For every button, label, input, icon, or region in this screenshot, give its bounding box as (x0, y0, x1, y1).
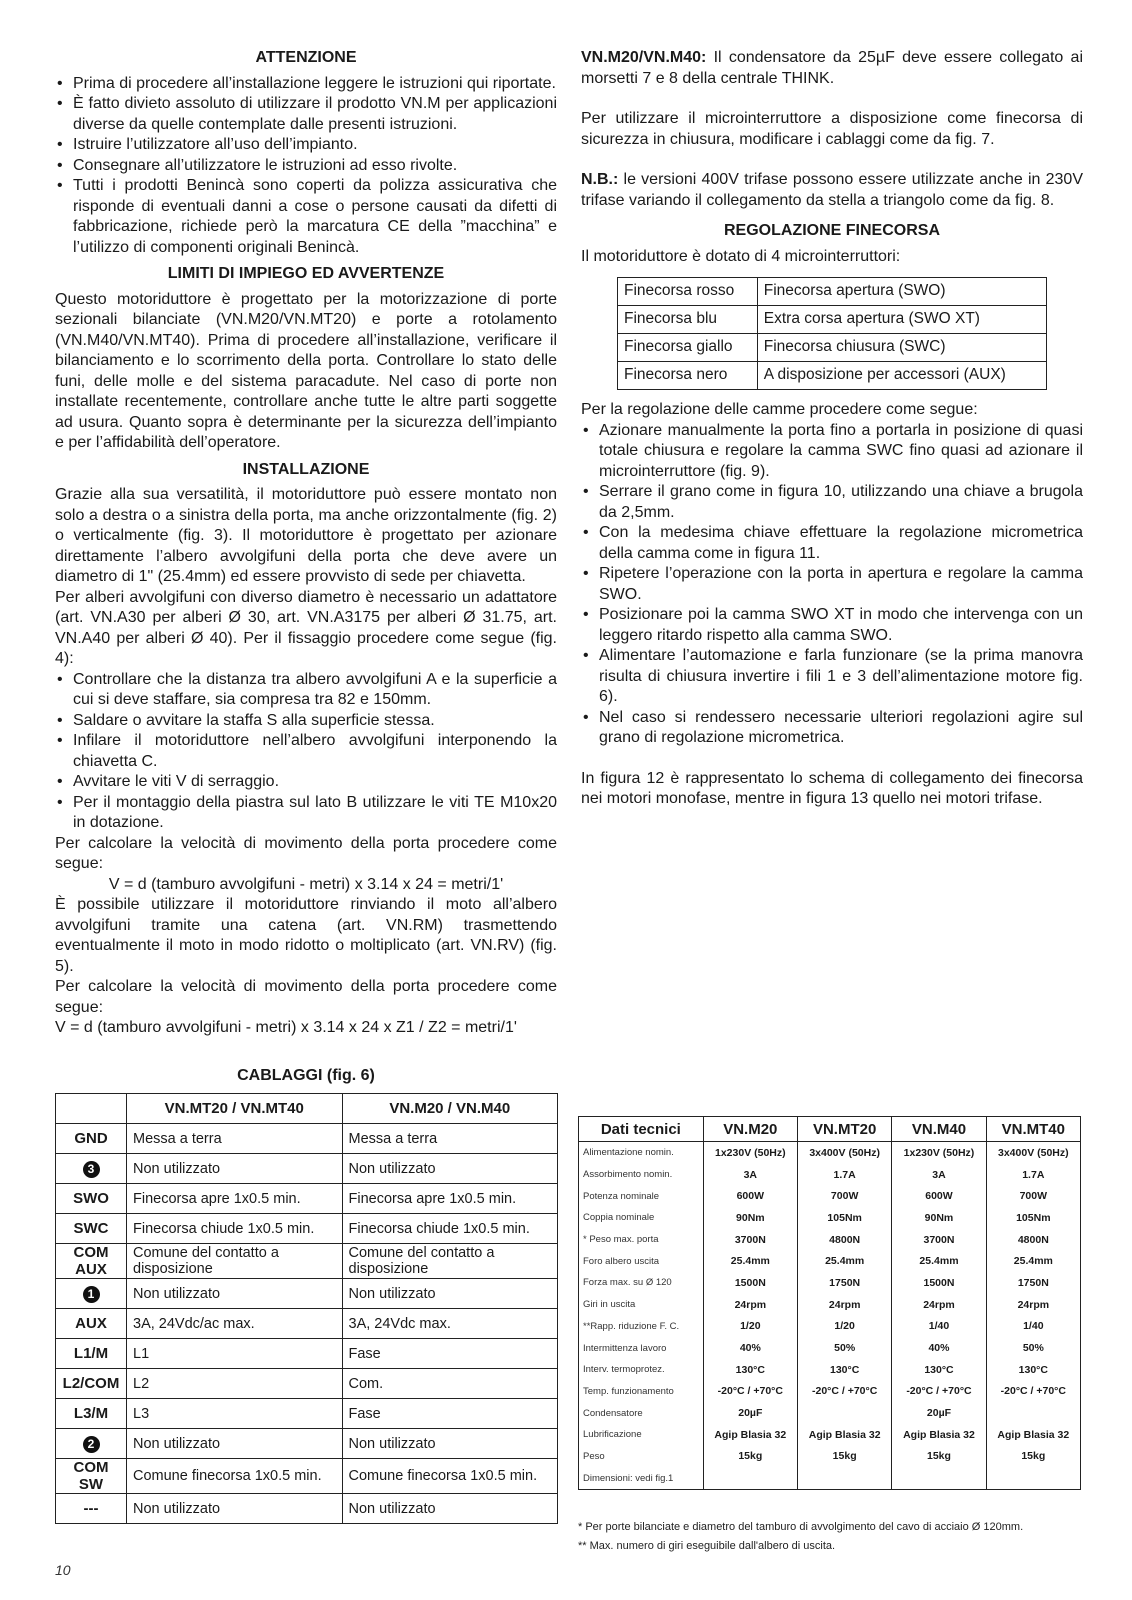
cablaggi-row (56, 1184, 558, 1214)
terminal-label: --- (56, 1494, 127, 1524)
tech-value: 24rpm (986, 1294, 1080, 1316)
tech-value (797, 1402, 891, 1424)
cablaggi-cell: Messa a terra (127, 1124, 343, 1154)
cablaggi-row (56, 1429, 558, 1459)
attenzione-item: • Consegnare all’utilizzatore le istruzioni ad esso rivolte. (55, 156, 557, 177)
tech-value: 24rpm (703, 1294, 797, 1316)
regolazione-item: • Posizionare poi la camma SWO XT in modo che intervenga con un leggero ritardo rispetto alla camma SWO. (581, 605, 1083, 646)
tech-value: 20µF (703, 1402, 797, 1424)
tech-label: **Rapp. riduzione F. C. (579, 1316, 704, 1338)
tech-value: 3x400V (50Hz) (797, 1142, 891, 1164)
tech-value: 24rpm (797, 1294, 891, 1316)
tech-row (579, 1164, 1081, 1186)
terminal-label (56, 1154, 127, 1184)
finecorsa-row (618, 334, 1047, 362)
tech-value (986, 1467, 1080, 1489)
installazione-item: • Saldare o avvitare la staffa S alla superficie stessa. (55, 711, 557, 732)
terminal-label (56, 1429, 127, 1459)
finecorsa-function: A disposizione per accessori (AUX) (757, 362, 1046, 390)
attenzione-title: ATTENZIONE (255, 49, 357, 66)
cablaggi-row (56, 1339, 558, 1369)
tech-value: 90Nm (892, 1207, 986, 1229)
tech-value: 600W (892, 1185, 986, 1207)
tech-value: -20°C / +70°C (797, 1381, 891, 1403)
cablaggi-cell: Com. (342, 1369, 558, 1399)
tech-value: 4800N (797, 1229, 891, 1251)
cablaggi-header: VN.M20 / VN.M40 (342, 1094, 558, 1124)
finecorsa-row (618, 362, 1047, 390)
tech-value: 1x230V (50Hz) (703, 1142, 797, 1164)
attenzione-list (55, 74, 557, 259)
tech-header: VN.M20 (703, 1117, 797, 1142)
terminal-label: GND (56, 1124, 127, 1154)
cablaggi-cell: Finecorsa chiude 1x0.5 min. (127, 1214, 343, 1244)
tech-value: 1x230V (50Hz) (892, 1142, 986, 1164)
nb-note (581, 170, 1083, 211)
page-number: 10 (55, 1562, 71, 1578)
cablaggi-cell: Non utilizzato (127, 1494, 343, 1524)
finecorsa-name: Finecorsa rosso (618, 278, 758, 306)
cablaggi-row (56, 1214, 558, 1244)
finecorsa-row (618, 306, 1047, 334)
installazione-para: Per calcolare la velocità di movimento della porta procedere come segue: (55, 834, 557, 872)
attenzione-item: • Istruire l’utilizzatore all’uso dell’impianto. (55, 135, 557, 156)
tech-value: 15kg (892, 1446, 986, 1468)
cablaggi-cell: L2 (127, 1369, 343, 1399)
cablaggi-cell: Messa a terra (342, 1124, 558, 1154)
nb-text: le versioni 400V trifase possono essere utilizzate anche in 230V trifase variando il collegamento da stella a triangolo come da fig. 8. (581, 171, 1083, 209)
tech-value: -20°C / +70°C (986, 1381, 1080, 1403)
tech-header: VN.MT20 (797, 1117, 891, 1142)
tech-label: * Peso max. porta (579, 1229, 704, 1251)
installazione-para: Per calcolare la velocità di movimento della porta procedere come segue: (55, 978, 557, 1016)
tech-value: 700W (986, 1185, 1080, 1207)
tech-value: 20µF (892, 1402, 986, 1424)
finecorsa-name: Finecorsa giallo (618, 334, 758, 362)
tech-label: Dimensioni: vedi fig.1 (579, 1467, 704, 1489)
tech-row (579, 1381, 1081, 1403)
microinterruttore-note: Per utilizzare il microinterruttore a disposizione come finecorsa di sicurezza in chiusura, modificare i cablaggi come da fig. 7. (581, 110, 1083, 148)
tech-value: 105Nm (797, 1207, 891, 1229)
tech-value: 1/40 (986, 1316, 1080, 1338)
installazione-list (55, 670, 557, 834)
finecorsa-function: Finecorsa chiusura (SWC) (757, 334, 1046, 362)
cablaggi-cell: Non utilizzato (127, 1279, 343, 1309)
finecorsa-name: Finecorsa blu (618, 306, 758, 334)
regolazione-item: • Azionare manualmente la porta fino a portarla in posizione di quasi totale chiusura e regolare la camma SWC fino quasi ad azionare il microinterruttore (fig. 9). (581, 421, 1083, 483)
tech-value: 90Nm (703, 1207, 797, 1229)
tech-value: 1.7A (797, 1164, 891, 1186)
tech-value: 1/20 (703, 1316, 797, 1338)
cablaggi-cell: L1 (127, 1339, 343, 1369)
tech-value: 25.4mm (797, 1250, 891, 1272)
tech-row (579, 1316, 1081, 1338)
tech-value: 40% (703, 1337, 797, 1359)
tech-label: Potenza nominale (579, 1185, 704, 1207)
terminal-label: AUX (56, 1309, 127, 1339)
terminal-label: L3/M (56, 1399, 127, 1429)
figura12-text: In figura 12 è rappresentato lo schema di collegamento dei finecorsa nei motori monofase, mentre in figura 13 quello nei motori trifase. (581, 769, 1083, 807)
tech-row (579, 1359, 1081, 1381)
limiti-text: Questo motoriduttore è progettato per la motorizzazione di porte sezionali bilanciate (VN.M20/VN.MT20) e porte a rotolamento (VN.M40/VN.MT40). Prima di procedere all’installazione, verificare il bilanciamento e lo scorrimento della porta. Controllare lo stato delle funi, delle molle e del sistema paracadute. Nel caso di porte non installate recentemente, controllare anche tutte le altre parti soggette ad usura. Quanto sopra è determinante per la sicurezza dell’impianto e per l’affidabilità dell’operatore. (55, 290, 557, 451)
tech-value: 1/20 (797, 1316, 891, 1338)
footnotes (578, 1518, 1098, 1556)
cablaggi-cell: 3A, 24Vdc/ac max. (127, 1309, 343, 1339)
tech-value: 1500N (703, 1272, 797, 1294)
tech-value: 1/40 (892, 1316, 986, 1338)
tech-value: 24rpm (892, 1294, 986, 1316)
cablaggi-table (55, 1093, 558, 1524)
nb-label: N.B.: (581, 171, 619, 188)
installazione-para: È possibile utilizzare il motoriduttore rinviando il moto all’albero avvolgifuni tramite una catena (art. VN.RM) trasmettendo eventualmente il moto in modo ridotto o moltiplicato (art. VN.RV) (fig. 5). (55, 896, 557, 975)
tech-value: 130°C (703, 1359, 797, 1381)
tech-header: Dati tecnici (579, 1117, 704, 1142)
tech-row (579, 1272, 1081, 1294)
tech-value: Agip Blasia 32 (892, 1424, 986, 1446)
installazione-para: Grazie alla sua versatilità, il motoriduttore può essere montato non solo a destra o a sinistra della porta, ma anche orizzontalmente (fig. 2) o verticalmente (fig. 3). Il motoriduttore è progettato per azionare direttamente l’albero avvolgifuni della porta che deve avere un diametro di 1" (25.4mm) ed essere provvisto di sede per chiavetta. (55, 486, 557, 585)
tech-label: Forza max. su Ø 120 (579, 1272, 704, 1294)
regolazione-item: • Nel caso si rendessero necessarie ulteriori regolazioni agire sul grano di regolazione micrometrica. (581, 708, 1083, 749)
regolazione-item: • Ripetere l’operazione con la porta in apertura e regolare la camma SWO. (581, 564, 1083, 605)
camme-intro: Per la regolazione delle camme procedere come segue: (581, 401, 978, 418)
cablaggi-row (56, 1459, 558, 1494)
tech-value: 15kg (986, 1446, 1080, 1468)
tech-value: 1500N (892, 1272, 986, 1294)
finecorsa-table (617, 277, 1047, 390)
cablaggi-cell: Comune finecorsa 1x0.5 min. (127, 1459, 343, 1494)
tech-value: 1.7A (986, 1164, 1080, 1186)
tech-value: 130°C (892, 1359, 986, 1381)
tech-value: 700W (797, 1185, 891, 1207)
cablaggi-row (56, 1154, 558, 1184)
finecorsa-function: Extra corsa apertura (SWO XT) (757, 306, 1046, 334)
cablaggi-row (56, 1279, 558, 1309)
cablaggi-row (56, 1399, 558, 1429)
finecorsa-function: Finecorsa apertura (SWO) (757, 278, 1046, 306)
tech-value: 50% (797, 1337, 891, 1359)
tech-value: Agip Blasia 32 (797, 1424, 891, 1446)
tech-row (579, 1294, 1081, 1316)
tech-row (579, 1402, 1081, 1424)
left-column (55, 48, 557, 1039)
attenzione-item: • Tutti i prodotti Benincà sono coperti da polizza assicurativa che risponde di eventuali danni a cose o persone causati da difetti di fabbricazione, richiede però la marcatura CE della ”macchina” e l’utilizzo di componenti originali Benincà. (55, 176, 557, 258)
formula: V = d (tamburo avvolgifuni - metri) x 3.14 x 24 = metri/1' (108, 875, 504, 893)
tech-value: 25.4mm (703, 1250, 797, 1272)
cablaggi-header: VN.MT20 / VN.MT40 (127, 1094, 343, 1124)
condensatore-note (581, 48, 1083, 89)
regolazione-list (581, 421, 1083, 749)
regolazione-intro: Il motoriduttore è dotato di 4 microinterruttori: (581, 247, 901, 265)
condensatore-text: Il condensatore da 25µF deve essere collegato ai morsetti 7 e 8 della centrale THINK. (581, 49, 1083, 87)
cablaggi-cell: Fase (342, 1339, 558, 1369)
installazione-item: • Infilare il motoriduttore nell’albero avvolgifuni interponendo la chiavetta C. (55, 731, 557, 772)
tech-value: 3A (892, 1164, 986, 1186)
tech-row (579, 1229, 1081, 1251)
terminal-number-badge: 1 (83, 1286, 100, 1303)
tech-row (579, 1185, 1081, 1207)
terminal-label (56, 1279, 127, 1309)
cablaggi-cell: Comune finecorsa 1x0.5 min. (342, 1459, 558, 1494)
terminal-label: COM AUX (56, 1244, 127, 1279)
tech-label: Assorbimento nomin. (579, 1164, 704, 1186)
terminal-label: L1/M (56, 1339, 127, 1369)
tech-value: 1750N (797, 1272, 891, 1294)
cablaggi-row (56, 1309, 558, 1339)
dati-tecnici-table (578, 1116, 1081, 1490)
cablaggi-cell: Non utilizzato (342, 1154, 558, 1184)
tech-value: 130°C (986, 1359, 1080, 1381)
tech-value: 15kg (703, 1446, 797, 1468)
footnote: * Per porte bilanciate e diametro del tamburo di avvolgimento del cavo di acciaio Ø 120mm. (578, 1521, 1024, 1533)
cablaggi-cell: Non utilizzato (342, 1429, 558, 1459)
tech-label: Lubrificazione (579, 1424, 704, 1446)
installazione-title: INSTALLAZIONE (242, 460, 370, 478)
installazione-item: • Controllare che la distanza tra albero avvolgifuni A e la superficie a cui si deve staffare, sia compresa tra 82 e 150mm. (55, 670, 557, 711)
tech-header: VN.MT40 (986, 1117, 1080, 1142)
tech-value: Agip Blasia 32 (986, 1424, 1080, 1446)
tech-row (579, 1424, 1081, 1446)
tech-value: 25.4mm (892, 1250, 986, 1272)
tech-value: 15kg (797, 1446, 891, 1468)
tech-label: Interv. termoprotez. (579, 1359, 704, 1381)
tech-row (579, 1207, 1081, 1229)
tech-value: 50% (986, 1337, 1080, 1359)
tech-value (797, 1467, 891, 1489)
installazione-item: • Avvitare le viti V di serraggio. (55, 772, 557, 793)
cablaggi-row (56, 1369, 558, 1399)
terminal-label: COM SW (56, 1459, 127, 1494)
cablaggi-cell: Comune del contatto a disposizione (342, 1244, 558, 1279)
terminal-label: L2/COM (56, 1369, 127, 1399)
tech-row (579, 1250, 1081, 1272)
tech-label: Foro albero uscita (579, 1250, 704, 1272)
tech-row (579, 1337, 1081, 1359)
tech-label: Giri in uscita (579, 1294, 704, 1316)
installazione-item: • Per il montaggio della piastra sul lato B utilizzare le viti TE M10x20 in dotazione. (55, 793, 557, 834)
cablaggi-cell: Finecorsa chiude 1x0.5 min. (342, 1214, 558, 1244)
tech-label: Condensatore (579, 1402, 704, 1424)
regolazione-item: • Alimentare l’automazione e farla funzionare (se la prima manovra risulta di chiusura invertire i fili 1 e 3 dell’alimentazione motore fig. 6). (581, 646, 1083, 708)
regolazione-item: • Serrare il grano come in figura 10, utilizzando una chiave a brugola da 2,5mm. (581, 482, 1083, 523)
cablaggi-cell: Finecorsa apre 1x0.5 min. (127, 1184, 343, 1214)
tech-value: Agip Blasia 32 (703, 1424, 797, 1446)
finecorsa-name: Finecorsa nero (618, 362, 758, 390)
tech-label: Peso (579, 1446, 704, 1468)
tech-value: -20°C / +70°C (703, 1381, 797, 1403)
attenzione-item: • Prima di procedere all’installazione leggere le istruzioni qui riportate. (55, 74, 557, 95)
cablaggi-cell: Non utilizzato (127, 1154, 343, 1184)
cablaggi-cell: Fase (342, 1399, 558, 1429)
right-column (581, 48, 1083, 810)
limiti-title: LIMITI DI IMPIEGO ED AVVERTENZE (167, 265, 445, 282)
tech-value: 25.4mm (986, 1250, 1080, 1272)
tech-value (892, 1467, 986, 1489)
tech-label: Coppia nominale (579, 1207, 704, 1229)
tech-value: 3A (703, 1164, 797, 1186)
terminal-number-badge: 3 (83, 1161, 100, 1178)
tech-row (579, 1467, 1081, 1489)
attenzione-item: • È fatto divieto assoluto di utilizzare il prodotto VN.M per applicazioni diverse da quelle contemplate dalle presenti istruzioni. (55, 94, 557, 135)
regolazione-title: REGOLAZIONE FINECORSA (723, 222, 940, 239)
tech-value: 40% (892, 1337, 986, 1359)
installazione-para: Per alberi avvolgifuni con diverso diametro è necessario un adattatore (art. VN.A30 per alberi Ø 30, art. VN.A3175 per alberi Ø 31.75, art. VN.A40 per alberi Ø 40). Per il fissaggio procedere come segue (fig. 4): (55, 588, 557, 667)
cablaggi-row (56, 1124, 558, 1154)
tech-value: 105Nm (986, 1207, 1080, 1229)
tech-label: Alimentazione nomin. (579, 1142, 704, 1164)
tech-label: Temp. funzionamento (579, 1381, 704, 1403)
tech-value: 3700N (892, 1229, 986, 1251)
tech-value: 3700N (703, 1229, 797, 1251)
cablaggi-cell: Non utilizzato (342, 1494, 558, 1524)
cablaggi-cell: Non utilizzato (342, 1279, 558, 1309)
terminal-label: SWC (56, 1214, 127, 1244)
regolazione-item: • Con la medesima chiave effettuare la regolazione micrometrica della camma come in figura 11. (581, 523, 1083, 564)
tech-value: 3x400V (50Hz) (986, 1142, 1080, 1164)
tech-value (703, 1467, 797, 1489)
finecorsa-row (618, 278, 1047, 306)
cablaggi-title: CABLAGGI (fig. 6) (237, 1067, 375, 1084)
tech-value: 130°C (797, 1359, 891, 1381)
cablaggi-cell: L3 (127, 1399, 343, 1429)
tech-row (579, 1142, 1081, 1164)
cablaggi-cell: Finecorsa apre 1x0.5 min. (342, 1184, 558, 1214)
footnote: ** Max. numero di giri eseguibile dall'albero di uscita. (578, 1540, 836, 1552)
tech-label: Intermittenza lavoro (579, 1337, 704, 1359)
cablaggi-row (56, 1244, 558, 1279)
formula: V = d (tamburo avvolgifuni - metri) x 3.14 x 24 x Z1 / Z2 = metri/1' (55, 1019, 517, 1036)
tech-value (986, 1402, 1080, 1424)
cablaggi-cell: 3A, 24Vdc max. (342, 1309, 558, 1339)
condensatore-label: VN.M20/VN.M40: (581, 49, 707, 66)
cablaggi-row (56, 1494, 558, 1524)
cablaggi-header (56, 1094, 127, 1124)
cablaggi-cell: Comune del contatto a disposizione (127, 1244, 343, 1279)
terminal-label: SWO (56, 1184, 127, 1214)
tech-header: VN.M40 (892, 1117, 986, 1142)
tech-value: 4800N (986, 1229, 1080, 1251)
tech-row (579, 1446, 1081, 1468)
terminal-number-badge: 2 (83, 1436, 100, 1453)
tech-value: 600W (703, 1185, 797, 1207)
tech-value: -20°C / +70°C (892, 1381, 986, 1403)
tech-value: 1750N (986, 1272, 1080, 1294)
cablaggi-cell: Non utilizzato (127, 1429, 343, 1459)
